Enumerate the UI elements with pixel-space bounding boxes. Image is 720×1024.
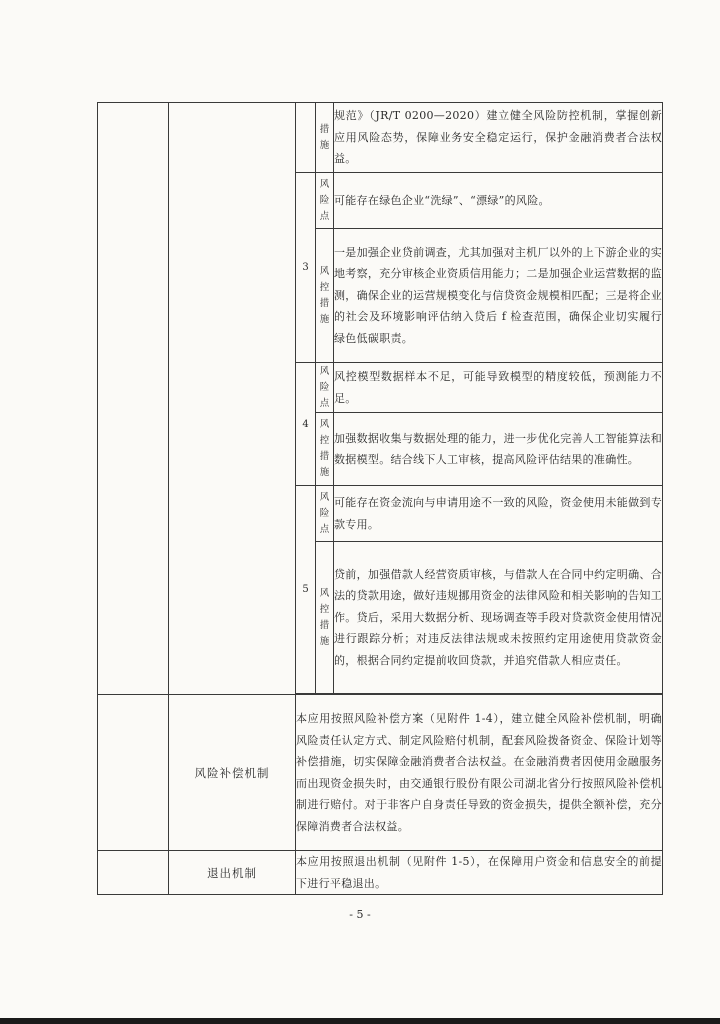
risk-label: 风 险 点	[316, 363, 334, 413]
measure-text: 贷前，加强借款人经营资质审核，与借款人在合同中约定明确、合法的贷款用途，做好违规挪用资金的法律风险和相关影响的告知工作。贷后，采用大数据分析、现场调查等手段对贷款资金使用情况进行跟踪分析；对违反法律法规或未按照约定用途使用贷款资金的，根据合同约定提前收回贷款，并追究借款人相应责任。	[334, 542, 663, 694]
measure-text: 规范》（JR/T 0200—2020）建立健全风险防控机制，掌握创新应用风险态势，保障业务安全稳定运行，保护金融消费者合法权益。	[334, 103, 663, 173]
exit-text: 本应用按照退出机制（见附件 1-5），在保障用户资金和信息安全的前提下进行平稳退出。	[296, 851, 663, 895]
risk-label: 风 险 点	[316, 486, 334, 542]
blank-cell-left	[98, 103, 169, 695]
blank-cell-left	[98, 851, 169, 895]
measure-label: 措 施	[316, 103, 334, 173]
table-row	[98, 851, 663, 895]
blank-cell-left	[98, 695, 169, 851]
measure-label: 风 控 措 施	[316, 542, 334, 694]
scan-edge	[0, 1018, 720, 1024]
compensation-label: 风险补偿机制	[169, 695, 296, 851]
measure-label: 风 控 措 施	[316, 229, 334, 363]
risk-text: 可能存在绿色企业“洗绿”、“漂绿”的风险。	[334, 173, 663, 229]
risk-text: 风控模型数据样本不足，可能导致模型的精度较低，预测能力不足。	[334, 363, 663, 413]
compensation-text: 本应用按照风险补偿方案（见附件 1-4），建立健全风险补偿机制，明确风险责任认定方式、制定风险赔付机制，配套风险拨备资金、保险计划等补偿措施，切实保障金融消费者合法权益。在金融消费者因使用金融服务而出现资金损失时，由交通银行股份有限公司湖北省分行按照风险补偿机制进行赔付。对于非客户自身责任导致的资金损失，提供全额补偿，充分保障消费者合法权益。	[296, 695, 663, 851]
measure-text: 加强数据收集与数据处理的能力，进一步优化完善人工智能算法和数据模型。结合线下人工审核，提高风险评估结果的准确性。	[334, 413, 663, 486]
exit-label: 退出机制	[169, 851, 296, 895]
blank-cell-middle	[169, 103, 296, 695]
row-number: 5	[296, 486, 316, 694]
measure-text: 一是加强企业贷前调查，尤其加强对主机厂以外的上下游企业的实地考察，充分审核企业资质信用能力；二是加强企业运营数据的监测，确保企业的运营规模变化与信贷资金规模相匹配；三是将企业的社会及环境影响评估纳入贷后 f 检查范围，确保企业切实履行绿色低碳职责。	[334, 229, 663, 363]
row-number: 4	[296, 363, 316, 486]
row-number: 3	[296, 173, 316, 363]
risk-text: 可能存在资金流向与申请用途不一致的风险，资金使用未能做到专款专用。	[334, 486, 663, 542]
risk-label: 风 险 点	[316, 173, 334, 229]
risk-control-table	[97, 102, 663, 895]
table-row	[98, 695, 663, 851]
page-number: - 5 -	[349, 908, 371, 921]
table-row	[98, 103, 663, 173]
number-cell	[296, 103, 316, 173]
measure-label: 风 控 措 施	[316, 413, 334, 486]
